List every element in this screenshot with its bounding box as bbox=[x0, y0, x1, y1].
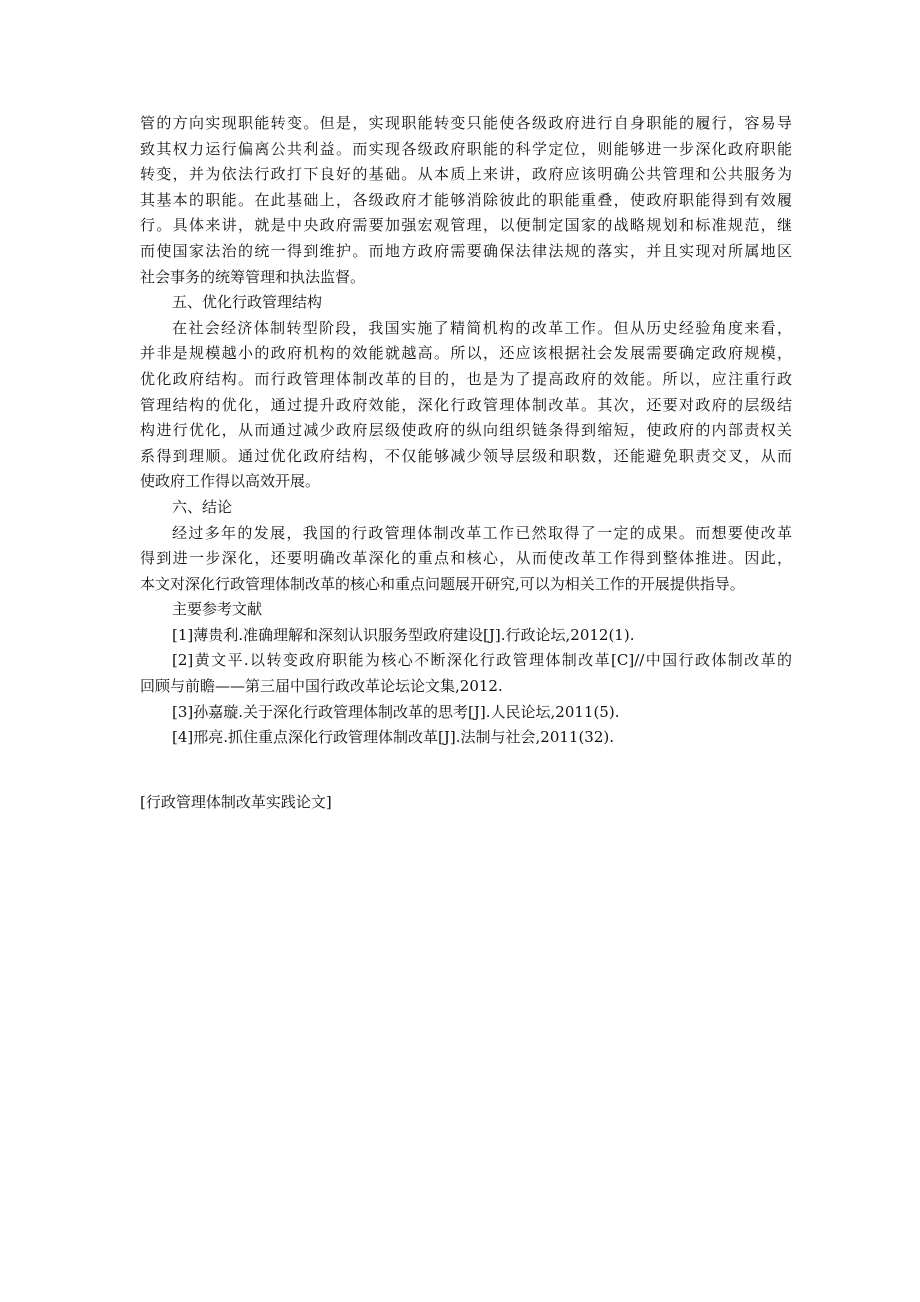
text-line: 本文对深化行政管理体制改革的核心和重点问题展开研究,可以为相关工作的开展提供指导。 bbox=[140, 574, 745, 593]
text-line: 行。具体来讲，就是中央政府需要加强宏观管理，以便制定国家的战略规划和标准规范，继 bbox=[140, 216, 792, 235]
text-line: 构进行优化，从而通过减少政府层级使政府的纵向组织链条得到缩短，使政府的内部责权关 bbox=[140, 421, 792, 440]
reference-item: [3]孙嘉璇.关于深化行政管理体制改革的思考[J].人民论坛,2011(5). bbox=[172, 702, 620, 721]
reference-item-continued: 回顾与前瞻——第三届中国行政改革论坛论文集,2012. bbox=[140, 677, 503, 696]
intro-paragraph bbox=[140, 111, 792, 290]
text-line: 致其权力运行偏离公共利益。而实现各级政府职能的科学定位，则能够进一步深化政府职能 bbox=[140, 139, 792, 158]
text-line: 得到进一步深化，还要明确改革深化的重点和核心，从而使改革工作得到整体推进。因此， bbox=[140, 549, 792, 568]
text-line: 经过多年的发展，我国的行政管理体制改革工作已然取得了一定的成果。而想要使改革 bbox=[172, 523, 792, 542]
text-line: 使政府工作得以高效开展。 bbox=[140, 472, 321, 491]
reference-item: [2]黄文平.以转变政府职能为核心不断深化行政管理体制改革[C]//中国行政体制改革的 bbox=[172, 651, 792, 670]
text-line: 并非是规模越小的政府机构的效能就越高。所以，还应该根据社会发展需要确定政府规模， bbox=[140, 344, 792, 363]
text-line: 转变，并为依法行政打下良好的基础。从本质上来讲，政府应该明确公共管理和公共服务为 bbox=[140, 165, 792, 184]
text-line: 管的方向实现职能转变。但是，实现职能转变只能使各级政府进行自身职能的履行，容易导 bbox=[140, 114, 792, 132]
text-line: 系得到理顺。通过优化政府结构，不仅能够减少领导层级和职数，还能避免职责交叉，从而 bbox=[140, 446, 792, 465]
reference-item: [4]邢亮.抓住重点深化行政管理体制改革[J].法制与社会,2011(32). bbox=[172, 728, 615, 747]
text-line: 优化政府结构。而行政管理体制改革的目的，也是为了提高政府的效能。所以，应注重行政 bbox=[140, 369, 792, 388]
section-6 bbox=[140, 495, 792, 597]
section-heading: 五、优化行政管理结构 bbox=[172, 293, 323, 312]
text-line: 社会事务的统筹管理和执法监督。 bbox=[140, 267, 366, 286]
text-line: 在社会经济体制转型阶段，我国实施了精简机构的改革工作。但从历史经验角度来看， bbox=[172, 318, 792, 337]
text-line: 其基本的职能。在此基础上，各级政府才能够消除彼此的职能重叠，使政府职能得到有效履 bbox=[140, 190, 792, 209]
text-line: 而使国家法治的统一得到维护。而地方政府需要确保法律法规的落实，并且实现对所属地区 bbox=[140, 241, 792, 260]
section-heading: 六、结论 bbox=[172, 497, 233, 516]
text-line: 管理结构的优化，通过提升政府效能，深化行政管理体制改革。其次，还要对政府的层级结 bbox=[140, 395, 792, 414]
references bbox=[140, 597, 792, 751]
reference-item: [1]薄贵利.准确理解和深刻认识服务型政府建设[J].行政论坛,2012(1). bbox=[172, 625, 635, 644]
document-body bbox=[140, 111, 792, 751]
section-5 bbox=[140, 290, 792, 495]
references-heading: 主要参考文献 bbox=[172, 600, 263, 619]
footer-tag: [行政管理体制改革实践论文] bbox=[140, 793, 332, 811]
